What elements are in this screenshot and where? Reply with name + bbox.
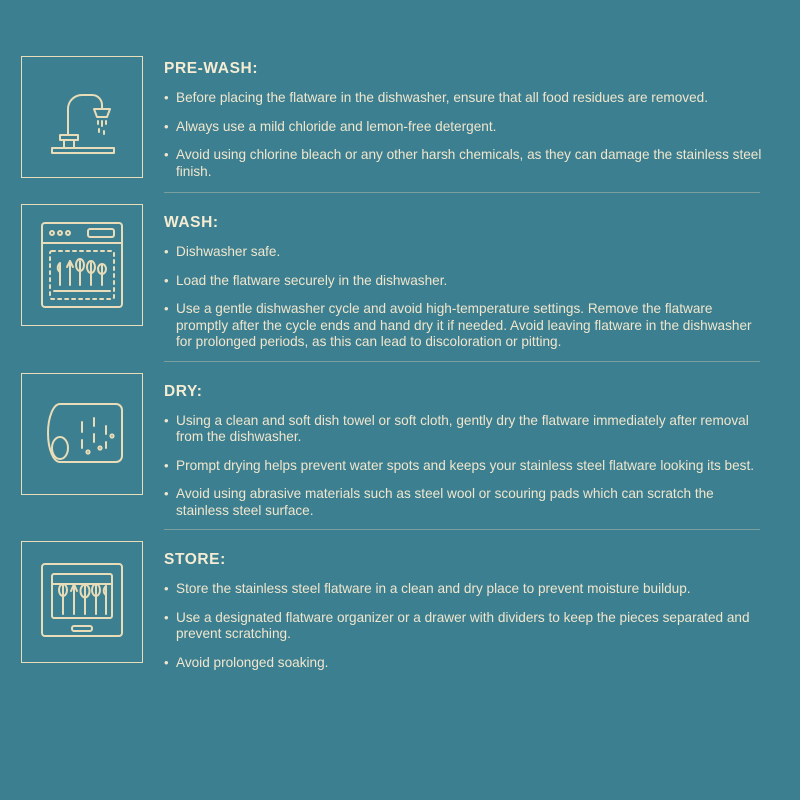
flatware-drawer-icon bbox=[21, 541, 143, 663]
list-item: • Use a designated flatware organizer or a drawer with dividers to keep the pieces separated and prevent scratching. bbox=[164, 610, 762, 643]
section-title: PRE-WASH: bbox=[164, 60, 259, 77]
list-item: • Avoid prolonged soaking. bbox=[164, 655, 762, 672]
icon-cell-store bbox=[18, 529, 146, 663]
list-item: • Avoid using chlorine bleach or any other harsh chemicals, as they can damage the stainless steel finish. bbox=[164, 147, 762, 180]
content-dry bbox=[164, 361, 770, 520]
section-title: WASH: bbox=[164, 214, 219, 231]
icon-cell-wash bbox=[18, 192, 146, 326]
list-item: • Use a gentle dishwasher cycle and avoid high-temperature settings. Remove the flatware promptly after the cycle ends and hand dry it if needed. Avoid leaving flatware in the dishwasher for prolonged periods, as this can lead to discoloration or pitting. bbox=[164, 301, 762, 351]
bullet-list bbox=[164, 244, 762, 351]
icon-cell-dry bbox=[18, 361, 146, 495]
list-item: • Before placing the flatware in the dishwasher, ensure that all food residues are removed. bbox=[164, 90, 762, 107]
section-store bbox=[18, 529, 770, 671]
icon-cell-pre-wash bbox=[18, 44, 146, 178]
bullet-list bbox=[164, 90, 762, 180]
faucet-sink-icon bbox=[21, 56, 143, 178]
bullet-list bbox=[164, 413, 762, 520]
section-title: STORE: bbox=[164, 551, 226, 568]
list-item: • Using a clean and soft dish towel or soft cloth, gently dry the flatware immediately after removal from the dishwasher. bbox=[164, 413, 762, 446]
towel-roll-icon bbox=[21, 373, 143, 495]
instruction-sections bbox=[18, 44, 770, 671]
bullet-list bbox=[164, 581, 762, 671]
dishwasher-icon bbox=[21, 204, 143, 326]
list-item: • Store the stainless steel flatware in a clean and dry place to prevent moisture buildup. bbox=[164, 581, 762, 598]
list-item: • Load the flatware securely in the dishwasher. bbox=[164, 273, 762, 290]
content-wash bbox=[164, 192, 770, 351]
list-item: • Avoid using abrasive materials such as steel wool or scouring pads which can scratch the stainless steel surface. bbox=[164, 486, 762, 519]
list-item: • Prompt drying helps prevent water spots and keeps your stainless steel flatware looking its best. bbox=[164, 458, 762, 475]
list-item: • Always use a mild chloride and lemon-free detergent. bbox=[164, 119, 762, 136]
section-wash bbox=[18, 192, 770, 351]
content-pre-wash bbox=[164, 44, 770, 180]
section-pre-wash bbox=[18, 44, 770, 180]
section-title: DRY: bbox=[164, 382, 203, 400]
list-item: • Dishwasher safe. bbox=[164, 244, 762, 261]
content-store bbox=[164, 529, 770, 671]
section-dry bbox=[18, 361, 770, 520]
